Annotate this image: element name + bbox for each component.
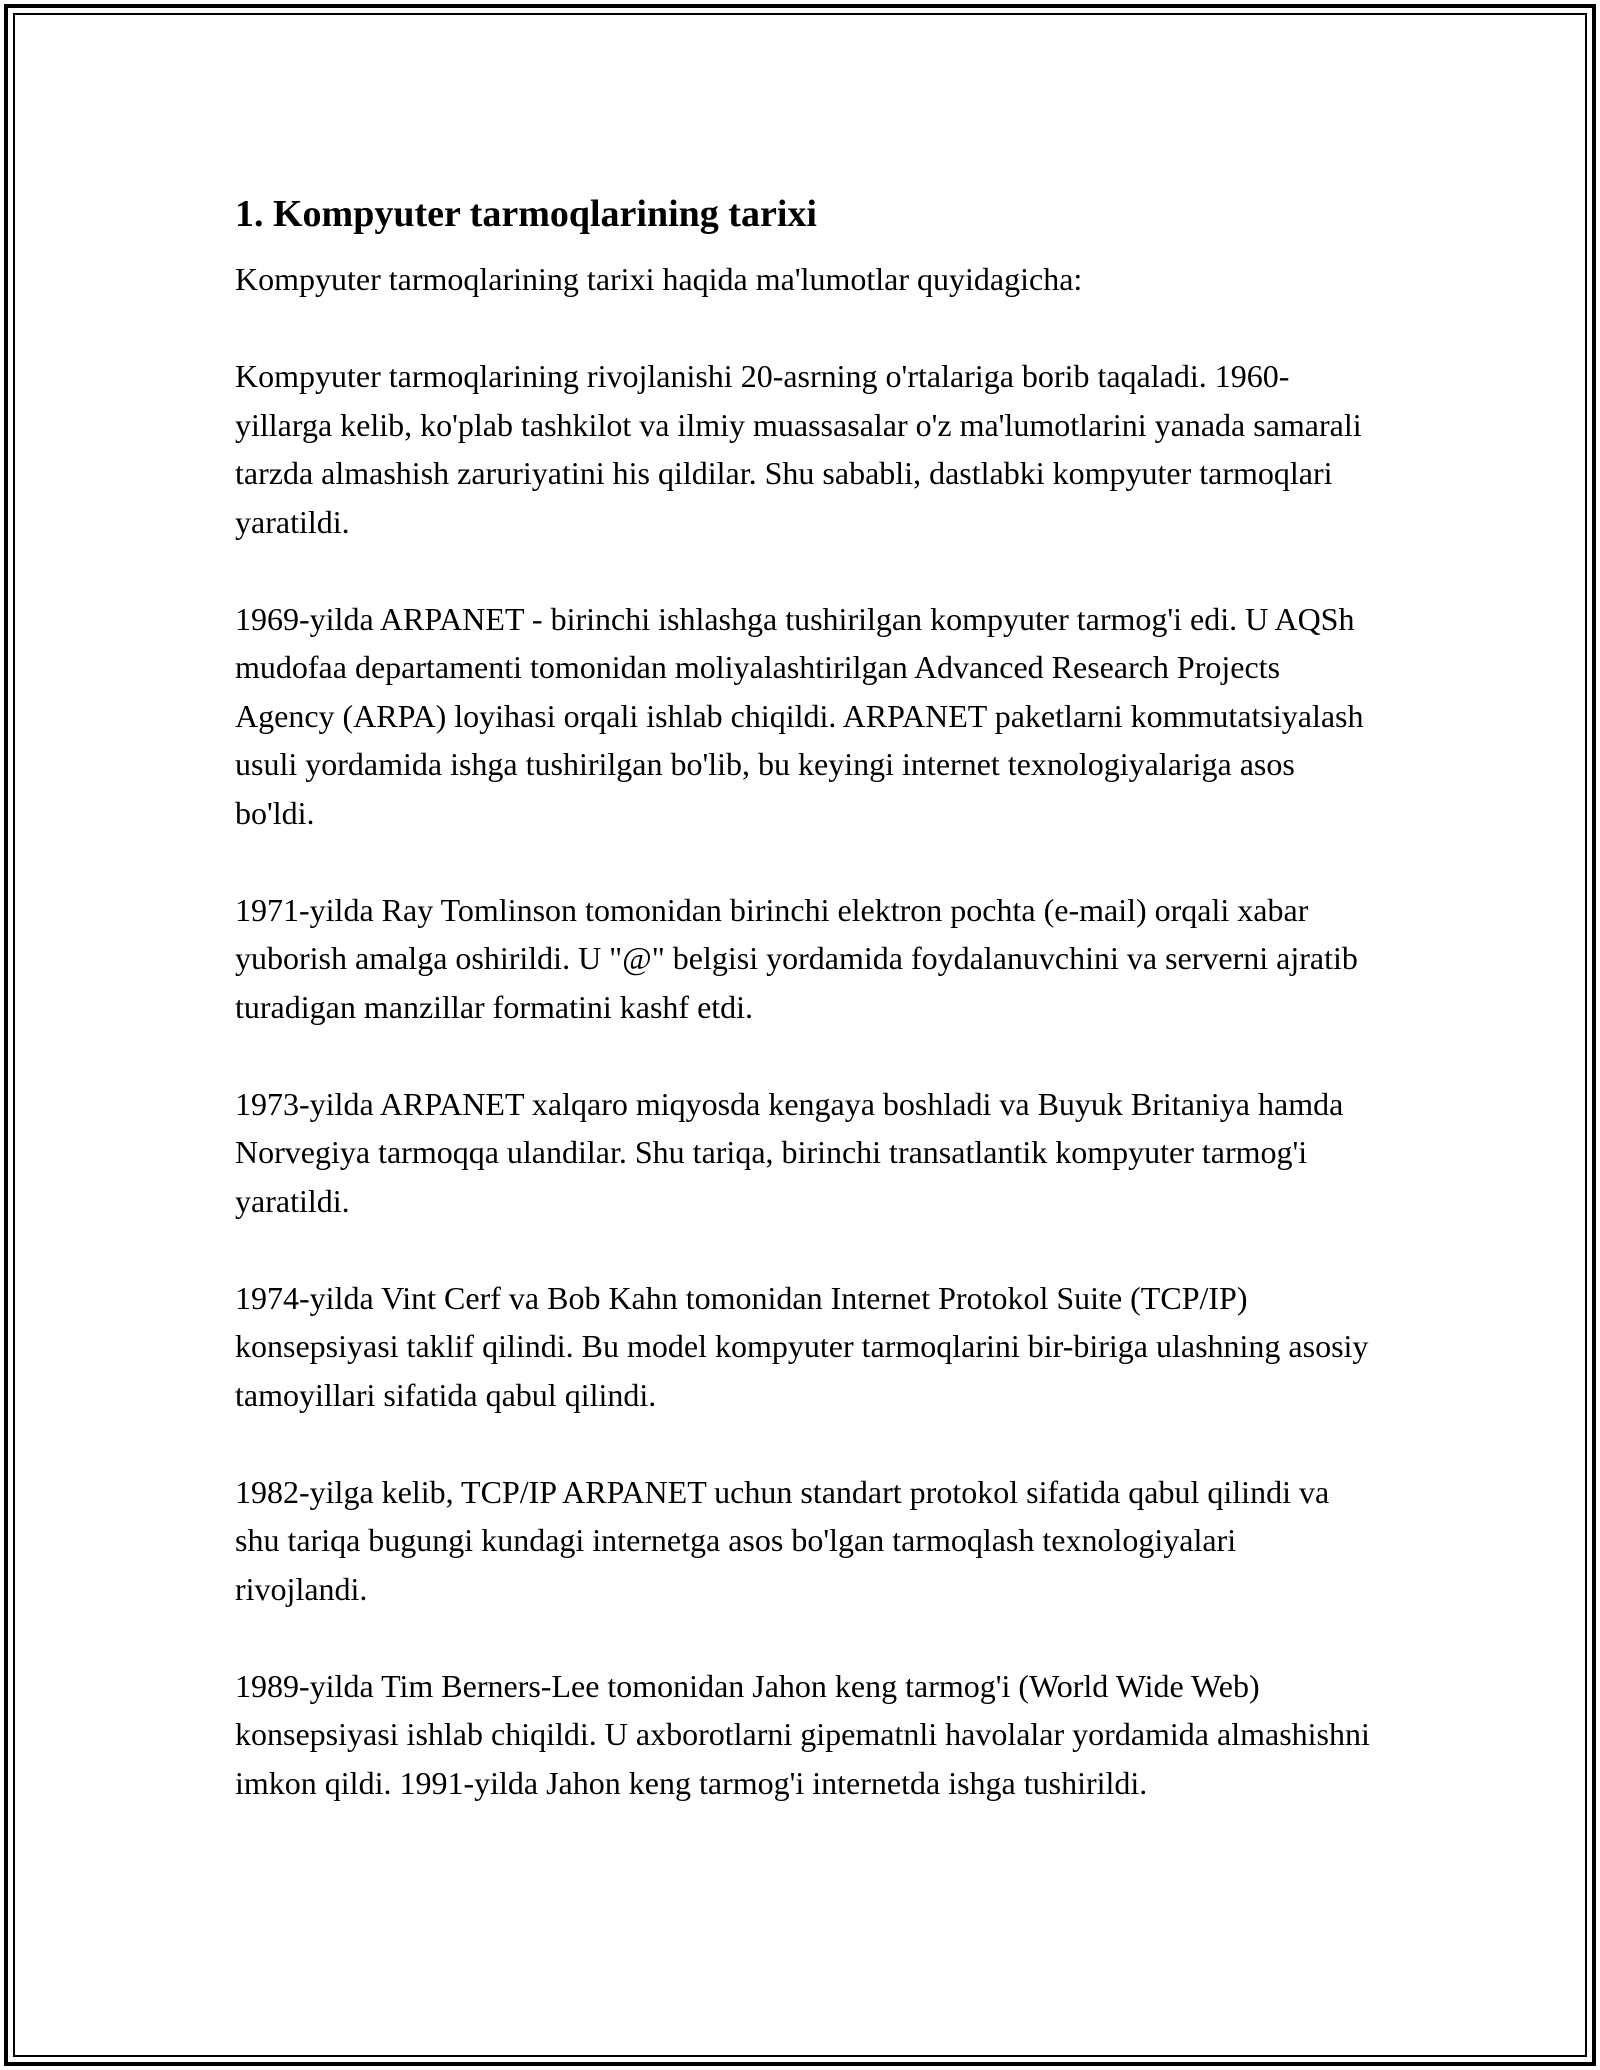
document-body [235, 185, 1375, 1807]
paragraph-tcpip-1974: 1974-yilda Vint Cerf va Bob Kahn tomonidan Internet Protokol Suite (TCP/IP) konsepsiyasi taklif qilindi. Bu model kompyuter tarmoqlarini bir-biriga ulashning asosiy tamoyillari sifatida qabul qilindi. [235, 1279, 1369, 1413]
paragraph-email-1971: 1971-yilda Ray Tomlinson tomonidan birinchi elektron pochta (e-mail) orqali xabar yuborish amalga oshirildi. U "@" belgisi yordamida foydalanuvchini va serverni ajratib turadigan manzillar formatini kashf etdi. [235, 891, 1358, 1025]
paragraph-origins: Kompyuter tarmoqlarining rivojlanishi 20-asrning o'rtalariga borib taqaladi. 1960-yillarga kelib, ko'plab tashkilot va ilmiy muassasalar o'z ma'lumotlarini yanada samarali tarzda almashish zaruriyatini his qildilar. Shu sababli, dastlabki kompyuter tarmoqlari yaratildi. [235, 358, 1362, 540]
paragraph-standard-1982: 1982-yilga kelib, TCP/IP ARPANET uchun standart protokol sifatida qabul qilindi va shu tariqa bugungi kundagi internetga asos bo'lgan tarmoqlash texnologiyalari rivojlandi. [235, 1473, 1330, 1607]
intro-paragraph: Kompyuter tarmoqlarining tarixi haqida ma'lumotlar quyidagicha: [235, 261, 1083, 297]
paragraph-expansion-1973: 1973-yilda ARPANET xalqaro miqyosda kengaya boshladi va Buyuk Britaniya hamda Norvegiya tarmoqqa ulandilar. Shu tariqa, birinchi transatlantik kompyuter tarmog'i yaratildi. [235, 1085, 1344, 1219]
document-title: 1. Kompyuter tarmoqlarining tarixi [235, 193, 817, 235]
paragraph-www-1989: 1989-yilda Tim Berners-Lee tomonidan Jahon keng tarmog'i (World Wide Web) konsepsiyasi ishlab chiqildi. U axborotlarni gipematnli havolalar yordamida almashishni imkon qildi. 1991-yilda Jahon keng tarmog'i internetda ishga tushirildi. [235, 1667, 1370, 1801]
paragraph-arpanet-1969: 1969-yilda ARPANET - birinchi ishlashga tushirilgan kompyuter tarmog'i edi. U AQSh mudofaa departamenti tomonidan moliyalashtirilgan Advanced Research Projects Agency (ARPA) loyihasi orqali ishlab chiqildi. ARPANET paketlarni kommutatsiyalash usuli yordamida ishga tushirilgan bo'lib, bu keyingi internet texnologiyalariga asos bo'ldi. [235, 600, 1364, 831]
